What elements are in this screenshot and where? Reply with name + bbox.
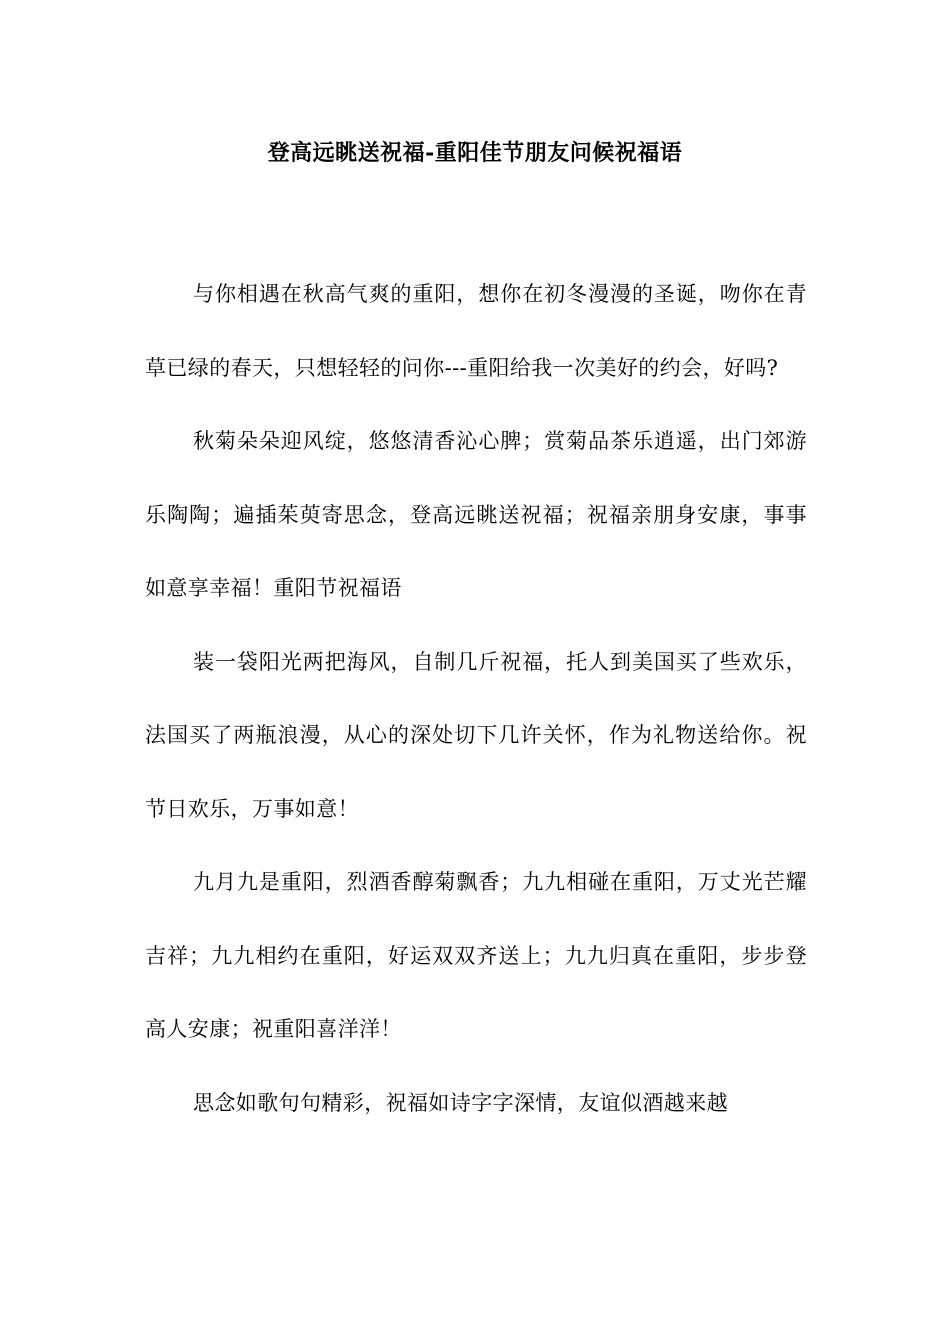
paragraph: 秋菊朵朵迎风绽，悠悠清香沁心脾；赏菊品茶乐逍遥，出门郊游乐陶陶；遍插茱萸寄思念，登高远眺送祝福；祝福亲朋身安康，事事如意享幸福！重阳节祝福语 — [145, 429, 807, 600]
document-body — [145, 258, 807, 1140]
paragraph: 思念如歌句句精彩，祝福如诗字字深情，友谊似酒越来越 — [193, 1090, 728, 1115]
document-title: 登高远眺送祝福-重阳佳节朋友问候祝福语 — [267, 140, 683, 166]
paragraph: 九月九是重阳，烈酒香醇菊飘香；九九相碰在重阳，万丈光芒耀吉祥；九九相约在重阳，好运双双齐送上；九九归真在重阳，步步登高人安康；祝重阳喜洋洋！ — [145, 870, 807, 1041]
paragraph: 与你相遇在秋高气爽的重阳，想你在初冬漫漫的圣诞，吻你在青草已绿的春天，只想轻轻的问你---重阳给我一次美好的约会，好吗? — [145, 282, 807, 380]
paragraph: 装一袋阳光两把海风，自制几斤祝福，托人到美国买了些欢乐，法国买了两瓶浪漫，从心的深处切下几许关怀，作为礼物送给你。祝节日欢乐，万事如意！ — [145, 649, 807, 821]
